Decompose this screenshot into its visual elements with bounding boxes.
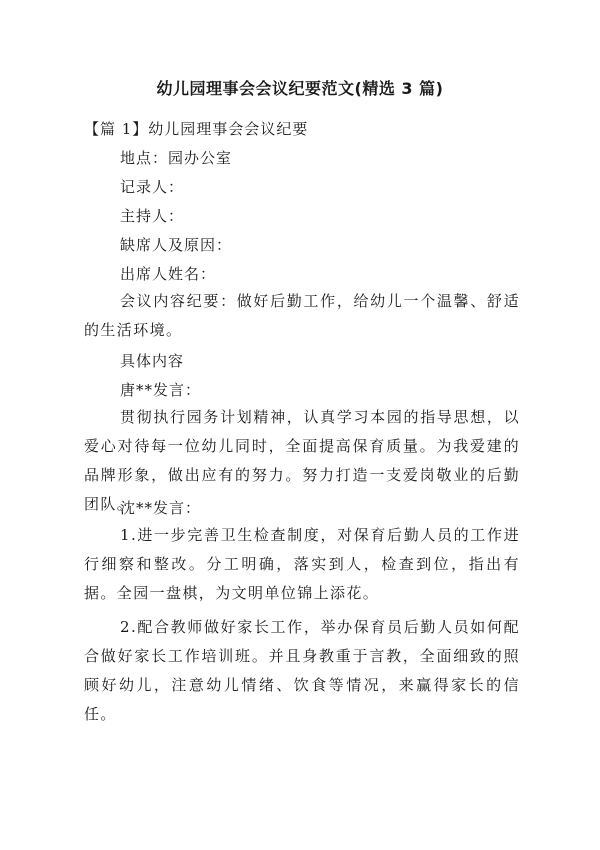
meeting-summary: 会议内容纪要：做好后勤工作，给幼儿一个温馨、舒适的生活环境。 bbox=[84, 292, 520, 339]
document-title: 幼儿园理事会会议纪要范文(精选 3 篇) bbox=[156, 79, 444, 98]
details-heading: 具体内容 bbox=[120, 352, 185, 370]
field-host: 主持人： bbox=[120, 207, 185, 225]
speaker-2-point-2: 2.配合教师做好家长工作，举办保育员后勤人员如何配合做好家长工作培训班。并且身教重于言教，全面细致的照顾好幼儿，注意幼儿情绪、饮食等情况，来赢得家长的信任。 bbox=[84, 618, 520, 723]
speaker-1-label: 唐**发言： bbox=[120, 381, 202, 399]
speaker-2-point-1: 1.进一步完善卫生检查制度，对保育后勤人员的工作进行细察和整改。分工明确，落实到人，检查到位，指出有据。全园一盘棋，为文明单位锦上添花。 bbox=[84, 526, 520, 602]
field-recorder: 记录人： bbox=[120, 178, 185, 196]
speaker-2-label: 沈**发言： bbox=[120, 499, 202, 517]
field-absentees: 缺席人及原因： bbox=[120, 236, 233, 254]
field-attendees: 出席人姓名： bbox=[120, 265, 217, 283]
section-heading: 【篇 1】幼儿园理事会会议纪要 bbox=[84, 120, 309, 138]
speaker-1-text: 贯彻执行园务计划精神，认真学习本园的指导思想，以爱心对待每一位幼儿同时，全面提高保育质量。为我爱建的品牌形象，做出应有的努力。努力打造一支爱岗敬业的后勤团队。 bbox=[84, 408, 520, 513]
field-location: 地点：园办公室 bbox=[120, 149, 233, 167]
